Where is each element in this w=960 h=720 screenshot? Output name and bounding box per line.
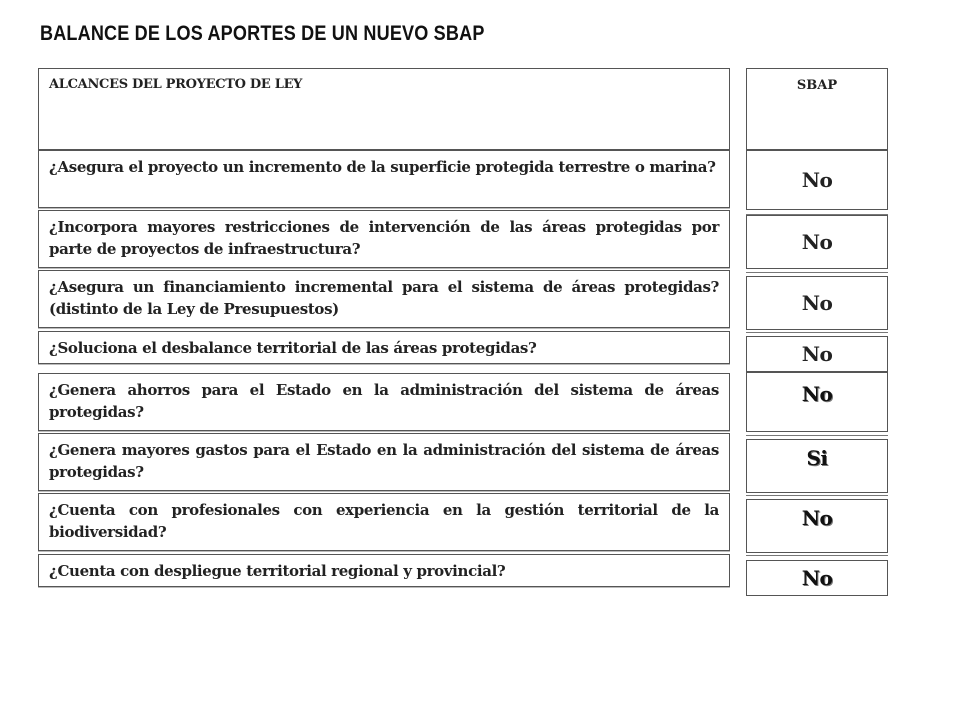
header-label-alcances: ALCANCES DEL PROYECTO DE LEY	[49, 77, 303, 92]
question-cell	[38, 210, 730, 268]
answer-cell: No	[746, 336, 888, 372]
answer-cell: Si	[746, 439, 888, 493]
answer-cell: No	[746, 150, 888, 210]
header-cell-sbap: SBAP	[746, 68, 888, 150]
row-separator	[746, 435, 888, 436]
answer-cell: No	[746, 560, 888, 596]
answer-cell: No	[746, 215, 888, 269]
answer-cell: No	[746, 499, 888, 553]
question-cell	[38, 433, 730, 491]
page-title: BALANCE DE LOS APORTES DE UN NUEVO SBAP	[40, 22, 485, 45]
row-separator	[746, 332, 888, 333]
question-text: ¿Genera ahorros para el Estado en la administración del sistema de áreas protegidas?	[49, 381, 719, 421]
question-cell	[38, 150, 730, 208]
question-text: ¿Cuenta con despliegue territorial regional y provincial?	[49, 562, 506, 580]
question-text: ¿Asegura el proyecto un incremento de la superficie protegida terrestre o marina?	[49, 158, 716, 176]
row-separator	[746, 272, 888, 273]
answer-cell: No	[746, 276, 888, 330]
answer-cell: No	[746, 372, 888, 432]
question-cell	[38, 493, 730, 551]
header-cell-alcances	[38, 68, 730, 150]
question-text: ¿Incorpora mayores restricciones de intervención de las áreas protegidas por parte de proyectos de infraestructura?	[49, 218, 719, 258]
question-cell	[38, 270, 730, 328]
row-separator	[746, 495, 888, 496]
question-text: ¿Soluciona el desbalance territorial de las áreas protegidas?	[49, 339, 537, 357]
question-text: ¿Genera mayores gastos para el Estado en la administración del sistema de áreas protegidas?	[49, 441, 719, 481]
question-text: ¿Cuenta con profesionales con experiencia en la gestión territorial de la biodiversidad?	[49, 501, 719, 541]
row-separator	[746, 555, 888, 556]
question-cell	[38, 373, 730, 431]
question-cell	[38, 331, 730, 364]
question-text: ¿Asegura un financiamiento incremental para el sistema de áreas protegidas? (distinto de la Ley de Presupuestos)	[49, 278, 719, 318]
question-cell	[38, 554, 730, 587]
